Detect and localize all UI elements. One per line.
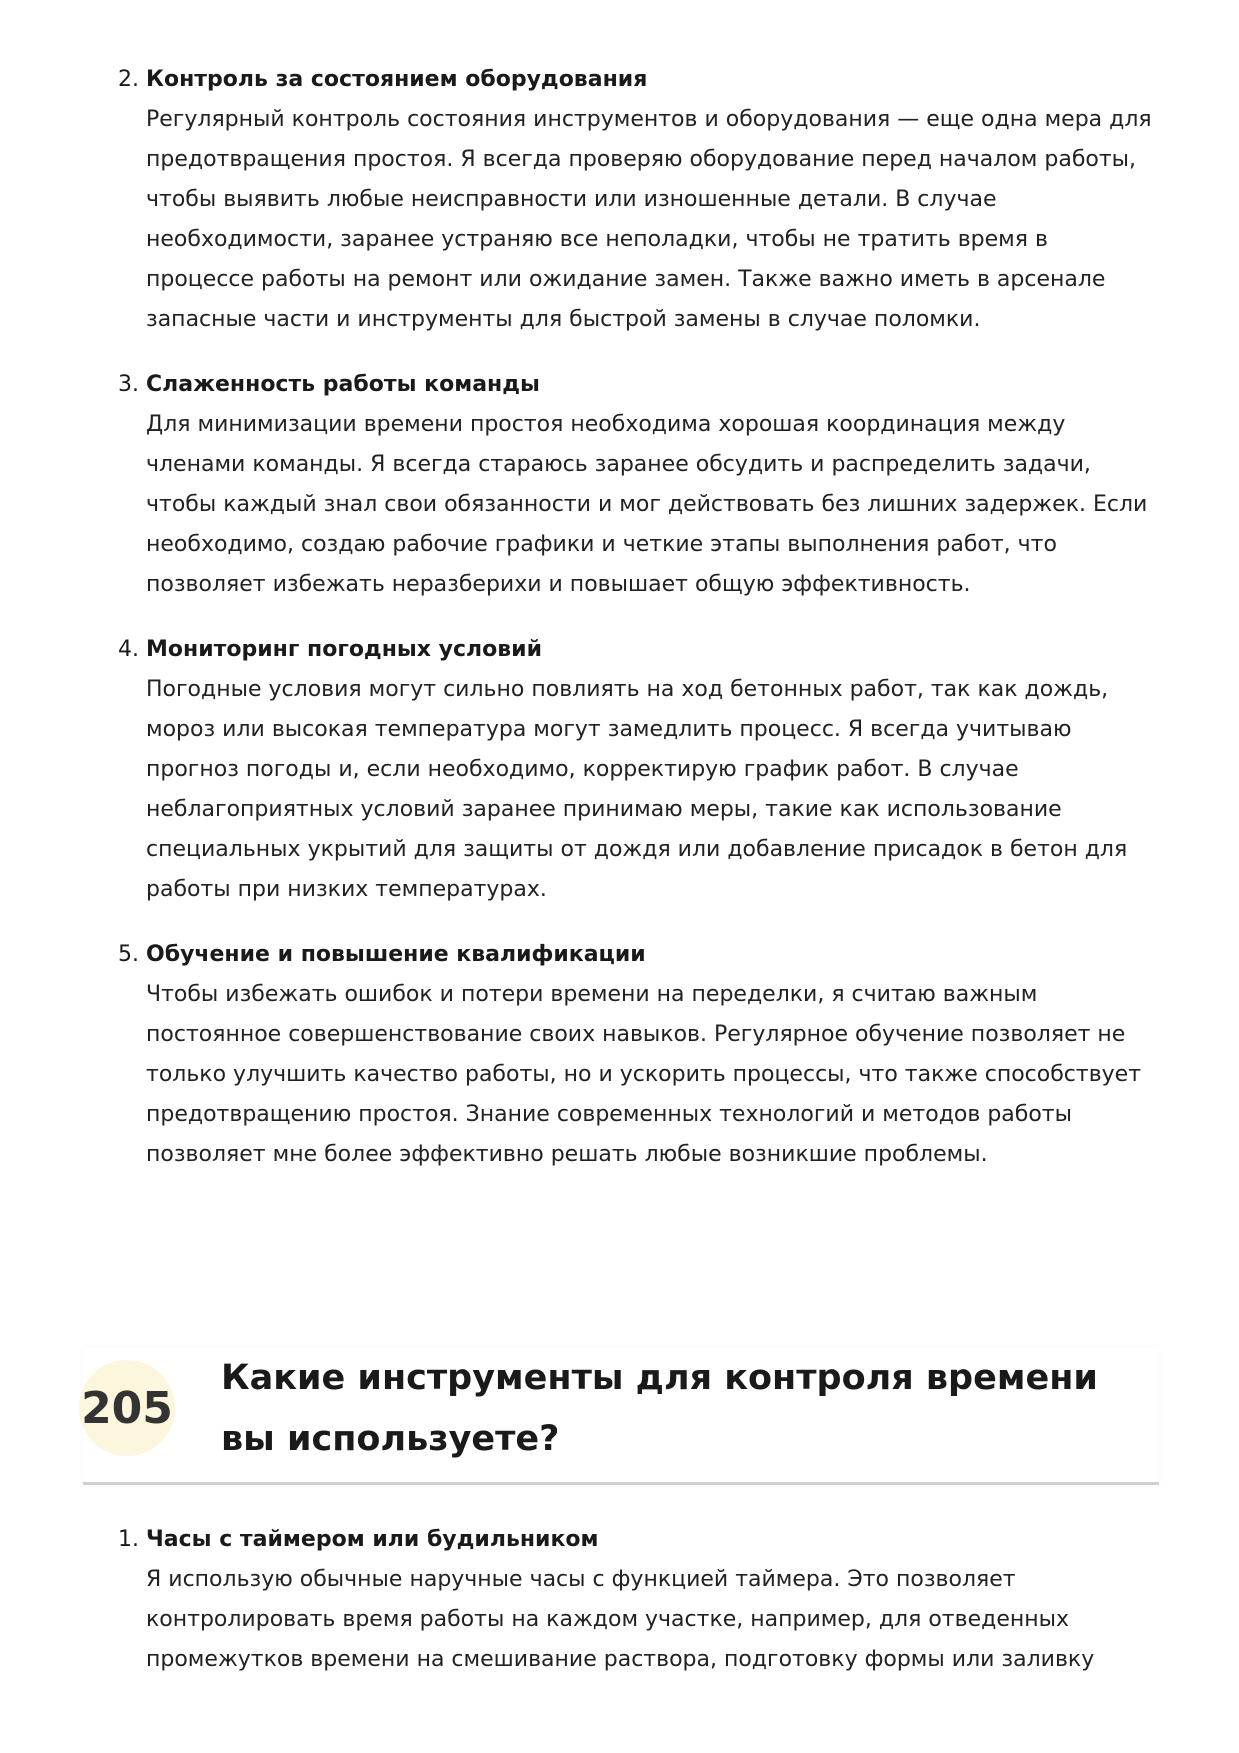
list-item-title: Обучение и повышение квалификации: [146, 942, 646, 967]
list-item-text: Я использую обычные наручные часы с функцией таймера. Это позволяет контролировать время работы на каждом участке, например, для отведенных промежутков времени на смешивание раствора, подготовку формы или заливку: [146, 1567, 1095, 1672]
list-item-text: Погодные условия могут сильно повлиять на ход бетонных работ, так как дождь, мороз или высокая температура могут замедлить процесс. Я всегда учитываю прогноз погоды и, если необходимо, корректирую график работ. В случае неблагоприятных условий заранее принимаю меры, такие как использование специальных укрытий для защиты от дождя или добавление присадок в бетон для работы при низких температурах.: [146, 677, 1128, 902]
list-item: [0, 1520, 1239, 1680]
list-item: [0, 365, 1239, 605]
list-item-text: Чтобы избежать ошибок и потери времени на переделки, я считаю важным постоянное совершенствование своих навыков. Регулярное обучение позволяет не только улучшить качество работы, но и ускорить процессы, что также способствует предотвращению простоя. Знание современных технологий и методов работы позволяет мне более эффективно решать любые возникшие проблемы.: [146, 982, 1142, 1167]
question-title: Какие инструменты для контроля времени вы используете?: [221, 1358, 1098, 1459]
list-item-title: Мониторинг погодных условий: [146, 637, 542, 662]
list-item-text: Для минимизации времени простоя необходима хорошая координация между членами команды. Я всегда стараюсь заранее обсудить и распределить задачи, чтобы каждый знал свои обязанности и мог действовать без лишних задержек. Если необходимо, создаю рабочие графики и четкие этапы выполнения работ, что позволяет избежать неразберихи и повышает общую эффективность.: [146, 412, 1148, 597]
list-item-text: Регулярный контроль состояния инструментов и оборудования — еще одна мера для предотвращения простоя. Я всегда проверяю оборудование перед началом работы, чтобы выявить любые неисправности или изношенные детали. В случае необходимости, заранее устраняю все неполадки, чтобы не тратить время в процессе работы на ремонт или ожидание замен. Также важно иметь в арсенале запасные части и инструменты для быстрой замены в случае поломки.: [146, 107, 1152, 332]
list-item: [0, 630, 1239, 910]
list-item-number: 2.: [118, 67, 139, 92]
list-item-number: 1.: [118, 1527, 139, 1552]
answer-list: [0, 60, 1239, 1200]
list-item-title: Слаженность работы команды: [146, 372, 540, 397]
list-item-number: 5.: [118, 942, 139, 967]
list-item: [0, 60, 1239, 340]
question-header: [83, 1348, 1159, 1485]
list-item: [0, 935, 1239, 1175]
question-number-badge: 205: [79, 1360, 175, 1456]
list-item-title: Контроль за состоянием оборудования: [146, 67, 648, 92]
list-item-title: Часы с таймером или будильником: [146, 1527, 599, 1552]
list-item-number: 3.: [118, 372, 139, 397]
list-item-number: 4.: [118, 637, 139, 662]
answer-list-2: [0, 1520, 1239, 1680]
